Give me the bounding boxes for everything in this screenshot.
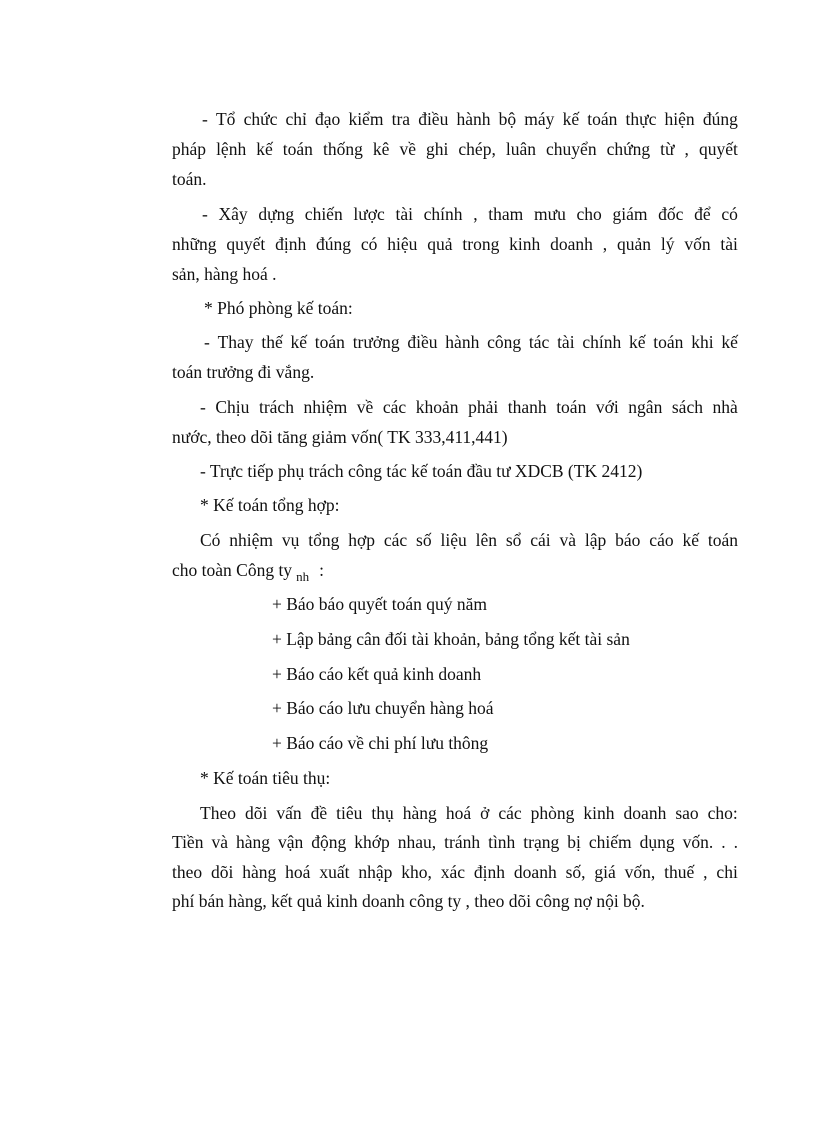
word: thực: [625, 109, 657, 129]
word: .: [721, 832, 726, 852]
word: xuất: [319, 862, 350, 882]
word: kế: [290, 332, 308, 352]
word: ,: [473, 204, 478, 224]
p5-line: - Trực tiếp phụ trách công tác kế toán đầu tư XDCB (TK 2412): [200, 461, 643, 481]
word: vụ: [281, 530, 300, 550]
word: thanh: [507, 397, 547, 417]
word: trong: [462, 234, 500, 254]
word: hiện: [664, 109, 695, 129]
word: Chịu: [215, 397, 250, 417]
word: hoá: [445, 803, 472, 823]
p2-line1: [202, 203, 738, 225]
word: kế: [721, 332, 738, 352]
word: ,: [602, 234, 608, 254]
word: về: [356, 397, 374, 417]
word: -: [202, 109, 208, 129]
word: nhiệm: [229, 530, 274, 550]
word: và: [211, 832, 228, 852]
word: nhà: [712, 397, 738, 417]
p2-line2: [172, 233, 738, 255]
word: lý: [660, 234, 675, 254]
word: chiến: [304, 204, 343, 224]
word: hợp: [348, 530, 376, 550]
word: định: [473, 862, 506, 882]
word: doanh: [623, 803, 667, 823]
word: lược: [353, 204, 385, 224]
p7-line1: [200, 802, 738, 824]
word: các: [383, 530, 408, 550]
word: tài: [557, 332, 575, 352]
word: để: [694, 204, 711, 224]
word: sách: [671, 397, 703, 417]
p3-line2: toán trưởng đi vắng.: [172, 362, 315, 382]
word: ,: [703, 862, 708, 882]
word: vấn: [276, 803, 302, 823]
word: chép,: [458, 139, 496, 159]
word: toán: [314, 332, 345, 352]
word: Theo: [200, 803, 236, 823]
word: theo: [172, 862, 203, 882]
word: kế: [628, 332, 646, 352]
word: Xây: [218, 204, 248, 224]
word: đề: [310, 803, 328, 823]
word: luân: [505, 139, 536, 159]
word: tài: [720, 234, 738, 254]
word: tham: [488, 204, 524, 224]
word: toán: [653, 332, 684, 352]
word: trạng: [523, 832, 560, 852]
word: pháp: [172, 139, 207, 159]
p7-line2: [172, 831, 738, 853]
word: Thay: [217, 332, 254, 352]
word: có: [360, 234, 378, 254]
word: số,: [565, 862, 586, 882]
word: .: [733, 832, 738, 852]
word: quyết: [698, 139, 738, 159]
p1-line1: [202, 108, 738, 130]
word: trách: [258, 397, 294, 417]
word: chuyển: [546, 139, 597, 159]
word: thống: [322, 139, 363, 159]
p6-line2-text: cho toàn Công ty: [172, 560, 293, 580]
word: -: [202, 204, 208, 224]
word: mưu: [533, 204, 566, 224]
word: chức: [243, 109, 278, 129]
word: kinh: [583, 803, 615, 823]
list-item: + Báo cáo kết quả kinh doanh: [272, 664, 482, 684]
list-item: + Báo cáo lưu chuyển hàng hoá: [272, 698, 494, 718]
word: phòng: [530, 803, 575, 823]
word: giám: [612, 204, 648, 224]
word: nhiệm: [303, 397, 348, 417]
p6-line1: [200, 529, 738, 551]
word: chỉ: [285, 109, 307, 129]
word: tránh: [444, 832, 481, 852]
word: quả: [427, 234, 453, 254]
word: tình: [488, 832, 516, 852]
word: thụ: [371, 803, 394, 823]
word: có: [721, 204, 738, 224]
word: khi: [691, 332, 714, 352]
word: sao: [675, 803, 699, 823]
word: vốn,: [624, 862, 656, 882]
p2-line3: sản, hàng hoá .: [172, 264, 277, 284]
list-item: + Báo cáo về chi phí lưu thông: [272, 733, 489, 753]
word: những: [172, 234, 217, 254]
word: số: [416, 530, 432, 550]
word: -: [200, 397, 206, 417]
word: thuế: [664, 862, 695, 882]
word: tài: [395, 204, 413, 224]
word: động: [311, 832, 347, 852]
word: ghi: [426, 139, 449, 159]
word: quyết: [226, 234, 266, 254]
word: kế: [256, 139, 273, 159]
word: kiểm: [348, 109, 384, 129]
word: hàng: [235, 832, 270, 852]
word: toán: [707, 530, 738, 550]
word: hiệu: [387, 234, 418, 254]
word: về: [399, 139, 416, 159]
word: kinh: [509, 234, 541, 254]
word: thế: [261, 332, 283, 352]
word: các: [382, 397, 407, 417]
word: dõi: [244, 803, 268, 823]
word: doanh: [513, 862, 557, 882]
list-item: + Lập bảng cân đối tài khoản, bảng tổng kết tài sản: [272, 629, 630, 649]
word: vốn: [684, 234, 711, 254]
word: ,: [684, 139, 689, 159]
word: Có: [200, 530, 221, 550]
word: liệu: [440, 530, 467, 550]
word: khoản: [415, 397, 459, 417]
word: bị: [567, 832, 581, 852]
word: cáo: [649, 530, 674, 550]
word: dõi: [211, 862, 234, 882]
word: trưởng: [352, 332, 400, 352]
heading-ke-toan-tieu-thu: * Kế toán tiêu thụ:: [200, 768, 331, 788]
word: toán: [556, 397, 587, 417]
word: chính: [423, 204, 463, 224]
word: chiếm: [588, 832, 632, 852]
p3-line1: [204, 331, 738, 353]
p6-line2-subscript: nh: [296, 569, 310, 584]
word: lập: [584, 530, 607, 550]
p1-line2: [172, 138, 738, 160]
word: cho:: [707, 803, 738, 823]
word: ngân: [628, 397, 663, 417]
word: vận: [277, 832, 304, 852]
word: kế: [682, 530, 699, 550]
word: toán: [587, 109, 618, 129]
word: khớp: [354, 832, 390, 852]
word: từ: [660, 139, 675, 159]
word: hàng: [402, 803, 437, 823]
word: và: [559, 530, 577, 550]
word: kê: [372, 139, 390, 159]
word: hành: [445, 332, 480, 352]
word: kho,: [401, 862, 432, 882]
word: -: [204, 332, 210, 352]
word: đốc: [658, 204, 684, 224]
word: nhập: [358, 862, 393, 882]
word: tiêu: [336, 803, 363, 823]
word: phải: [468, 397, 499, 417]
word: dụng: [639, 832, 675, 852]
word: đúng: [316, 234, 352, 254]
word: hàng: [242, 862, 277, 882]
word: Tiền: [172, 832, 204, 852]
word: đúng: [702, 109, 738, 129]
word: xác: [440, 862, 466, 882]
word: lên: [475, 530, 497, 550]
word: vốn.: [682, 832, 714, 852]
p7-line4: phí bán hàng, kết quả kinh doanh công ty , theo dõi công nợ nội bộ.: [172, 891, 645, 911]
p6-line2: [172, 559, 324, 583]
word: dựng: [258, 204, 295, 224]
p1-line3: toán.: [172, 169, 207, 189]
word: cái: [530, 530, 551, 550]
word: chi: [716, 862, 738, 882]
word: sổ: [505, 530, 522, 550]
word: với: [595, 397, 619, 417]
word: máy: [524, 109, 555, 129]
p7-line3: [172, 861, 738, 883]
word: tổng: [308, 530, 340, 550]
word: Tổ: [215, 109, 236, 129]
word: hành: [456, 109, 491, 129]
word: điều: [407, 332, 438, 352]
word: điều: [418, 109, 449, 129]
word: kế: [562, 109, 580, 129]
word: lệnh: [216, 139, 247, 159]
word: đạo: [315, 109, 341, 129]
word: bộ: [498, 109, 517, 129]
word: ở: [480, 803, 490, 823]
word: chứng: [606, 139, 651, 159]
heading-pho-phong-ke-toan: * Phó phòng kế toán:: [204, 298, 353, 318]
word: hoá: [285, 862, 311, 882]
word: toán: [282, 139, 313, 159]
word: báo: [615, 530, 641, 550]
word: công: [487, 332, 522, 352]
word: định: [275, 234, 307, 254]
word: nhau,: [397, 832, 437, 852]
word: các: [498, 803, 522, 823]
heading-ke-toan-tong-hop: * Kế toán tổng hợp:: [200, 495, 340, 515]
p4-line2: nước, theo dõi tăng giảm vốn( TK 333,411,441): [172, 427, 508, 447]
word: doanh: [550, 234, 593, 254]
word: tra: [391, 109, 411, 129]
word: chính: [582, 332, 622, 352]
word: cho: [576, 204, 602, 224]
p4-line1: [200, 396, 738, 418]
p6-line2-colon: :: [319, 560, 324, 580]
list-item: + Báo báo quyết toán quý năm: [272, 594, 487, 614]
word: tác: [528, 332, 550, 352]
word: giá: [594, 862, 616, 882]
word: quản: [616, 234, 652, 254]
